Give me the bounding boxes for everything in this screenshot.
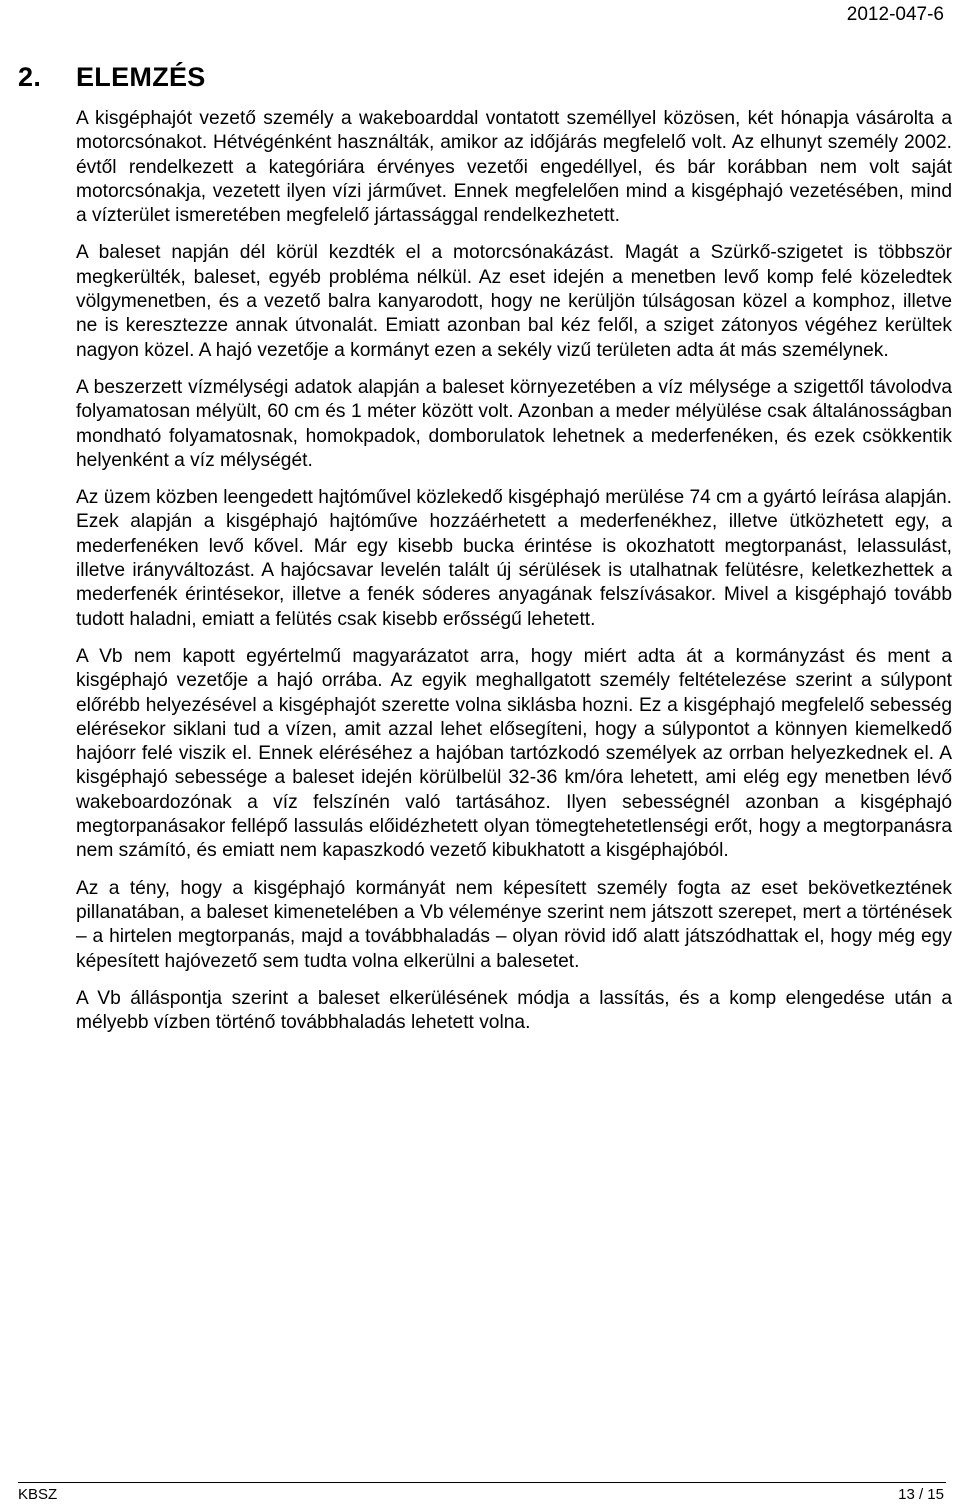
section-title: ELEMZÉS [76,62,206,92]
footer-org: KBSZ [18,1486,58,1503]
paragraph-5: A Vb nem kapott egyértelmű magyarázatot arra, hogy miért adta át a kormányzást és ment a kisgéphajó vezetője a hajó orrába. Az egyik meghallgatott személy feltételezése szerint a súlypont előrébb helyezésével a kisgéphajót szerette volna siklásba hozni. Ez a kisgéphajó megfelelő sebesség elérésekor siklani tud a vízen, amit azzal lehet elősegíteni, hogy a súlypontot a könnyen kiemelkedő hajóorr felé viszik el. Ennek eléréséhez a hajóban tartózkodó személyek az orrban helyezkednek el. A kisgéphajó sebessége a baleset idején körülbelül 32-36 km/óra lehetett, ami elég egy menetben lévő wakeboardozónak a víz felszínén való tartásához. Ilyen sebességnél azonban a kisgéphajó megtorpanásakor fellépő lassulás előidézhetett olyan tömegtehetetlenségi erőt, hogy a megtorpanásra nem számító, és emiatt nem kapaszkodó vezető kibukhatott a kisgéphajóból. [76,645,952,862]
body-text [76,107,952,1048]
paragraph-6: Az a tény, hogy a kisgéphajó kormányát nem képesített személy fogta az eset bekövetkeztének pillanatában, a baleset kimenetelében a Vb véleménye szerint nem játszott szerepet, mert a történések – a hirtelen megtorpanás, majd a továbbhaladás – olyan rövid idő alatt játszódhattak el, hogy még egy képesített hajóvezető sem tudta volna elkerülni a balesetet. [76,877,952,972]
footer-page-number: 13 / 15 [898,1486,944,1503]
paragraph-7: A Vb álláspontja szerint a baleset elkerülésének módja a lassítás, és a komp elengedése után a mélyebb vízben történő továbbhaladás lehetett volna. [76,987,952,1034]
paragraph-1: A kisgéphajót vezető személy a wakeboarddal vontatott személlyel közösen, két hónapja vásárolta a motorcsónakot. Hétvégénként használták, amikor az időjárás megfelelő volt. Az elhunyt személy 2002. évtől rendelkezett a kategóriára érvényes vezetői engedéllyel, és bár korábban nem volt saját motorcsónakja, vezetett ilyen vízi járművet. Ennek megfelelően mind a kisgéphajó vezetésében, mind a vízterület ismeretében megfelelő jártassággal rendelkezhetett. [76,108,952,227]
section-number: 2. [18,62,42,92]
paragraph-4: Az üzem közben leengedett hajtóművel közlekedő kisgéphajó merülése 74 cm a gyártó leírása alapján. Ezek alapján a kisgéphajó hajtóműve hozzáérhetett a mederfenékhez, illetve ütközhetett egy, a mederfenéken levő kővel. Már egy kisebb bucka érintése is okozhatott megtorpanást, lelassulást, illetve irányváltozást. A hajócsavar levelén talált új sérülések is utalhatnak felütésre, keletkezhettek a mederfenék érintésekor, illetve a fenék sóderes anyagának felszívásakor. Mivel a kisgéphajó tovább tudott haladni, emiatt a felütés csak kisebb erősségű lehetett. [76,487,952,630]
paragraph-3: A beszerzett vízmélységi adatok alapján a baleset környezetében a víz mélysége a szigettől távolodva folyamatosan mélyült, 60 cm és 1 méter között volt. Azonban a meder mélyülése csak általánosságban mondható folyamatosnak, homokpadok, domborulatok lehetnek a mederfenéken, és ezek csökkentik helyenként a víz mélységét. [76,376,952,471]
section-heading [18,60,206,94]
footer-divider [18,1482,946,1483]
paragraph-2: A baleset napján dél körül kezdték el a motorcsónakázást. Magát a Szürkő-szigetet is többször megkerülték, baleset, egyéb probléma nélkül. Az eset idején a menetben levő komp felé közeledtek völgymenetben, és a vezető balra kanyarodott, hogy ne kerüljön túlságosan közel a komphoz, illetve ne is keresztezze annak útvonalát. Emiatt azonban bal kéz felől, a sziget zátonyos végéhez kerültek nagyon közel. A hajó vezetője a kormányt ezen a sekély vizű területen adta át más személynek. [76,242,952,361]
document-code: 2012-047-6 [846,4,944,25]
